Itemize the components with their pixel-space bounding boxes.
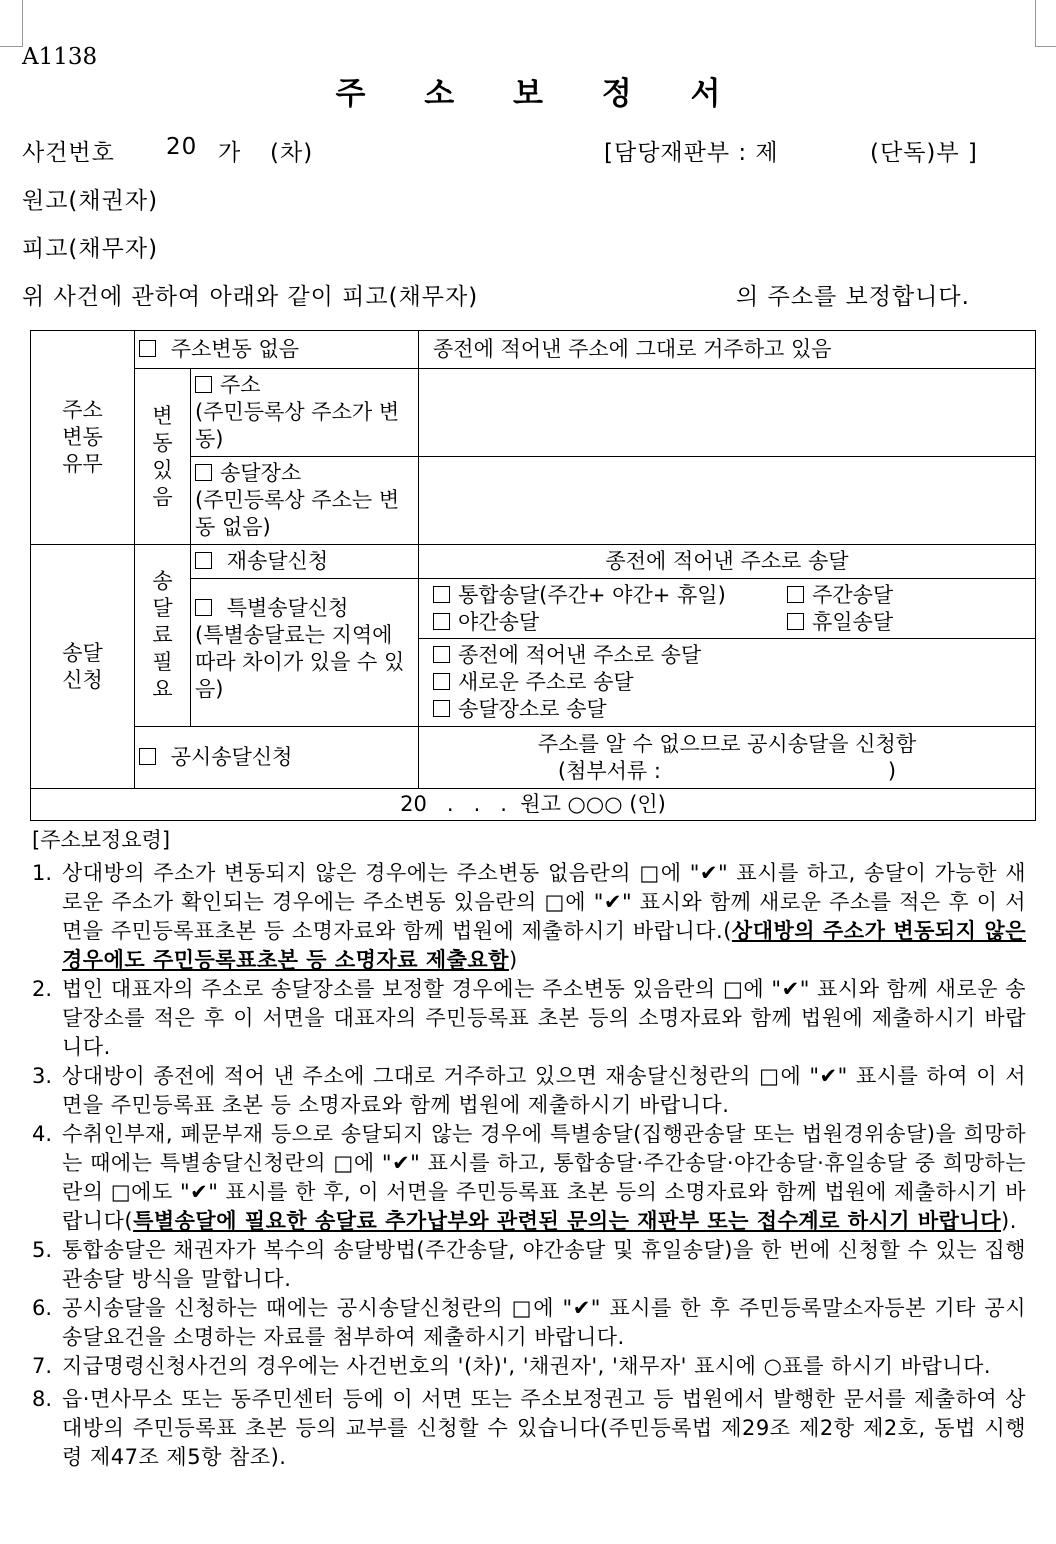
changed-label: 변 동 있 음: [135, 369, 191, 545]
checkbox-combined[interactable]: [433, 586, 450, 603]
checkbox-special[interactable]: [195, 599, 212, 616]
instruction-item: 3. 상대방이 종전에 적어 낸 주소에 그대로 거주하고 있으면 재송달신청란의 □에 "✔" 표시를 하여 이 서면을 주민등록표 초본 등 소명자료와 함께 법원에 제출하시기 바랍니다.: [32, 1064, 1026, 1117]
form-code: A1138: [22, 44, 98, 70]
option-public[interactable]: 공시송달신청: [135, 727, 419, 789]
option-holiday[interactable]: 휴일송달: [787, 609, 893, 636]
case-year: 20: [166, 134, 198, 160]
special-type-options: [419, 579, 1036, 639]
checkbox-delivery-place[interactable]: [195, 464, 212, 481]
address-correction-table: [30, 330, 1036, 821]
special-target-options: [419, 639, 1036, 727]
option-day[interactable]: 주간송달: [787, 582, 893, 609]
page-corner-mark-left: [0, 0, 23, 47]
correction-instructions: [32, 826, 1026, 1472]
defendant-label: 피고(채무자): [22, 236, 159, 262]
option-no-change[interactable]: 주소변동 없음: [135, 331, 419, 369]
checkbox-target-new[interactable]: [433, 673, 450, 690]
checkbox-night[interactable]: [433, 613, 450, 630]
option-delivery-place[interactable]: 송달장소 (주민등록상 주소는 변동 없음): [191, 457, 419, 545]
delivery-place-input[interactable]: [419, 457, 1036, 545]
instruction-item: 7. 지급명령신청사건의 경우에는 사건번호의 '(차)', '채권자', '채무자' 표시에 ○표를 하시기 바랍니다.: [32, 1354, 992, 1378]
checkbox-target-previous[interactable]: [433, 646, 450, 663]
instruction-item: 4. 수취인부재, 폐문부재 등으로 송달되지 않는 경우에 특별송달(집행관송달 또는 법원경위송달)을 희망하는 때에는 특별송달신청란의 □에 "✔" 표시를 하고, 통합송달·주간송달·야간송달·휴일송달 중 희망하는 란의 □에도 "✔" 표시를 한 후, 이 서면을 주민등록표 초본 등의 소명자료와 함께 법원에 제출하시기 바랍니다(특별송달에 필요한 송달료 추가납부와 관련된 문의는 재판부 또는 접수계로 하시기 바랍니다).: [32, 1122, 1026, 1233]
checkbox-address[interactable]: [195, 376, 212, 393]
signature-line: 20 . . . 원고 ○○○ (인): [31, 789, 1036, 821]
case-number-label: 사건번호: [22, 140, 115, 166]
instruction-item: 8. 읍·면사무소 또는 동주민센터 등에 이 서면 또는 주소보정권고 등 법원에서 발행한 문서를 제출하여 상대방의 주민등록표 초본 등의 교부를 신청할 수 있습니다(주민등록법 제29조 제2항 제2호, 동법 시행령 제47조 제5항 참조).: [32, 1387, 1026, 1469]
case-type: 가: [218, 140, 242, 166]
section-delivery-request-label: 송달 신청: [31, 545, 135, 789]
intro-text-end: 의 주소를 보정합니다.: [736, 284, 970, 310]
option-target-new[interactable]: 새로운 주소로 송달: [433, 669, 1031, 696]
document-title: 주 소 보 정 서: [335, 76, 745, 112]
instruction-item: 1. 상대방의 주소가 변동되지 않은 경우에는 주소변동 없음란의 □에 "✔" 표시를 하고, 송달이 가능한 새로운 주소가 확인되는 경우에는 주소변동 있음란의 □에 "✔" 표시와 함께 새로운 주소를 적은 후 이 서면을 주민등록표초본 등 소명자료와 함께 법원에 제출하시기 바랍니다.(상대방의 주소가 변동되지 않은 경우에도 주민등록표초본 등 소명자료 제출요함): [32, 861, 1026, 972]
instructions-heading: [주소보정요령]: [32, 828, 171, 852]
instruction-item: 5. 통합송달은 채권자가 복수의 송달방법(주간송달, 야간송달 및 휴일송달)을 한 번에 신청할 수 있는 집행관송달 방식을 말합니다.: [32, 1238, 1026, 1291]
checkbox-holiday[interactable]: [787, 613, 804, 630]
option-resend[interactable]: 재송달신청: [191, 545, 419, 579]
department-end: (단독)부 ]: [870, 140, 978, 166]
case-sub-type: (차): [270, 140, 314, 166]
section-address-change-label: 주소 변동 유무: [31, 331, 135, 545]
intro-text: 위 사건에 관하여 아래와 같이 피고(채무자): [22, 284, 479, 310]
page-corner-mark-right: [1035, 0, 1056, 47]
checkbox-target-place[interactable]: [433, 700, 450, 717]
fee-required-label: 송 달 료 필 요: [135, 545, 191, 727]
option-target-previous[interactable]: 종전에 적어낸 주소로 송달: [433, 642, 1031, 669]
plaintiff-label: 원고(채권자): [22, 188, 159, 214]
no-change-description: 종전에 적어낸 주소에 그대로 거주하고 있음: [419, 331, 1036, 369]
public-description: 주소를 알 수 없으므로 공시송달을 신청함 (첨부서류 : ): [419, 727, 1036, 789]
option-night[interactable]: 야간송달: [433, 609, 787, 636]
department-label: [담당재판부 : 제: [604, 140, 779, 166]
option-combined[interactable]: 통합송달(주간+ 야간+ 휴일): [433, 582, 787, 609]
checkbox-day[interactable]: [787, 586, 804, 603]
option-target-place[interactable]: 송달장소로 송달: [433, 696, 1031, 723]
checkbox-no-change[interactable]: [139, 340, 156, 357]
checkbox-resend[interactable]: [195, 552, 212, 569]
new-address-input[interactable]: [419, 369, 1036, 457]
option-address[interactable]: 주소 (주민등록상 주소가 변동): [191, 369, 419, 457]
instruction-item: 2. 법인 대표자의 주소로 송달장소를 보정할 경우에는 주소변동 있음란의 □에 "✔" 표시와 함께 새로운 송달장소를 적은 후 이 서면을 대표자의 주민등록표 초본 등의 소명자료와 함께 법원에 제출하시기 바랍니다.: [32, 977, 1026, 1059]
checkbox-public[interactable]: [139, 748, 156, 765]
instruction-item: 6. 공시송달을 신청하는 때에는 공시송달신청란의 □에 "✔" 표시를 한 후 주민등록말소자등본 기타 공시송달요건을 소명하는 자료를 첨부하여 제출하시기 바랍니다.: [32, 1296, 1026, 1349]
resend-description: 종전에 적어낸 주소로 송달: [419, 545, 1036, 579]
option-special[interactable]: 특별송달신청 (특별송달료는 지역에 따라 차이가 있을 수 있음): [191, 579, 419, 727]
